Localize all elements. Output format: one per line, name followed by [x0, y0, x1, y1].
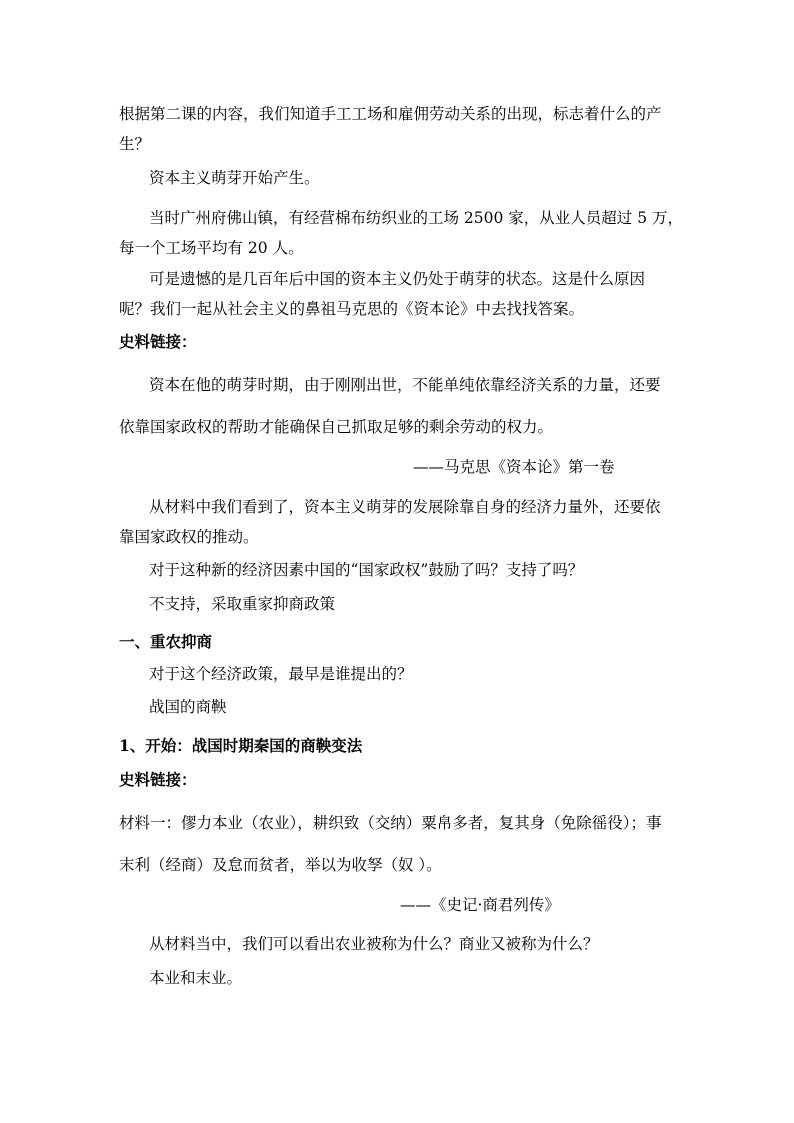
paragraph-foshan-line-1: 当时广州府佛山镇，有经营棉布纺织业的工场 2500 家，从业人员超过 5 万，: [149, 209, 684, 227]
state-power-question: 对于这种新的经济因素中国的“国家政权”鼓励了吗？支持了吗？: [149, 561, 584, 579]
paragraph-question-line-2: 生？: [119, 135, 151, 153]
policy-question: 对于这个经济政策，最早是谁提出的？: [149, 665, 413, 683]
section-heading-1: 一、重农抑商: [119, 632, 213, 651]
paragraph-regret-line-1: 可是遗憾的是几百年后中国的资本主义仍处于萌芽的状态。这是什么原因: [149, 270, 646, 288]
state-power-answer: 不支持，采取重家抑商政策: [149, 595, 336, 613]
marx-source: ——马克思《资本论》第一卷: [413, 458, 615, 476]
agriculture-question: 从材料当中，我们可以看出农业被称为什么？商业又被称为什么？: [149, 935, 599, 953]
historical-material-heading-2: 史料链接：: [119, 770, 197, 789]
shiji-source: ——《史记·商君列传》: [400, 896, 560, 914]
paragraph-material-line-2: 靠国家政权的推动。: [119, 528, 259, 546]
paragraph-foshan-line-2: 每一个工场平均有 20 人。: [119, 239, 304, 257]
policy-answer: 战国的商鞅: [149, 698, 227, 716]
answer-line: 资本主义萌芽开始产生。: [149, 169, 320, 187]
historical-material-heading: 史料链接：: [119, 332, 197, 351]
paragraph-regret-line-2: 呢？我们一起从社会主义的鼻祖马克思的《资本论》中去找找答案。: [119, 300, 585, 318]
paragraph-question-line-1: 根据第二课的内容，我们知道手工工场和雇佣劳动关系的出现，标志着什么的产: [119, 105, 662, 123]
marx-quote-line-2: 依靠国家政权的帮助才能确保自己抓取足够的剩余劳动的权力。: [119, 418, 554, 436]
subsection-heading-1: 1、开始：战国时期秦国的商鞅变法: [119, 736, 363, 755]
marx-quote-line-1: 资本在他的萌芽时期，由于刚刚出世，不能单纯依靠经济关系的力量，还要: [149, 376, 661, 394]
agriculture-answer: 本业和末业。: [149, 969, 243, 987]
paragraph-material-line-1: 从材料中我们看到了，资本主义萌芽的发展除靠自身的经济力量外，还要依: [149, 498, 661, 516]
material-one-line-2: 末利（经商）及怠而贫者，举以为收孥（奴 ）。: [119, 856, 442, 874]
material-one-line-1: 材料一：僇力本业（农业），耕织致（交纳）粟帛多者，复其身（免除徭役）；事: [119, 814, 662, 832]
